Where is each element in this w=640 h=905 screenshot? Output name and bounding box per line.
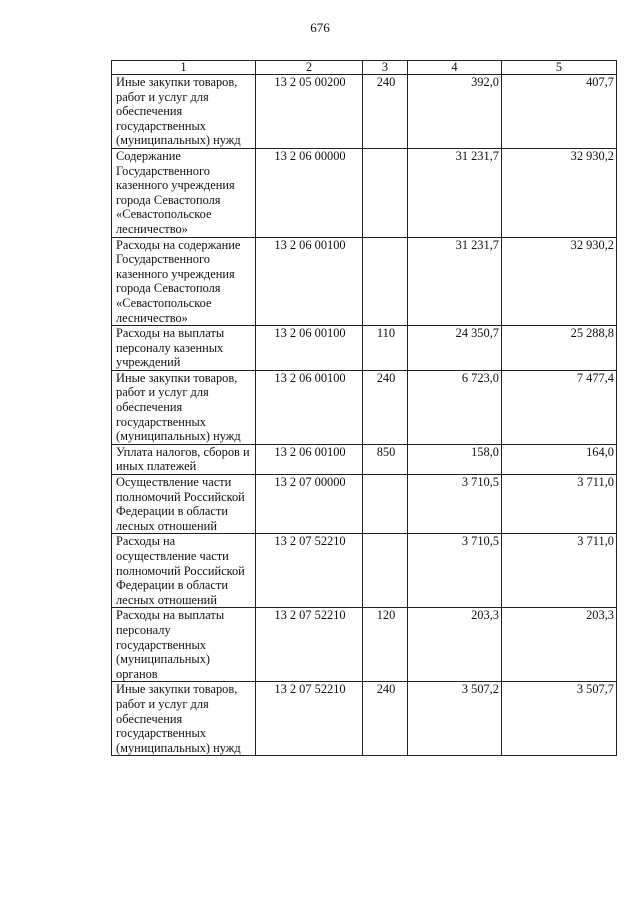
- row-code-cell: 13 2 06 00100: [256, 444, 363, 474]
- row-value-2-cell: 407,7: [502, 75, 617, 149]
- column-header-5: 5: [502, 61, 617, 75]
- row-name-cell: Расходы на осуществление части полномочий Российской Федерации в области лесных отношений: [112, 534, 256, 608]
- table-row: [112, 75, 617, 149]
- row-name-cell: Расходы на содержание Государственного казенного учреждения города Севастополя «Севастопольское лесничество»: [112, 237, 256, 326]
- row-value-2-cell: 203,3: [502, 608, 617, 682]
- row-value-2-cell: 25 288,8: [502, 326, 617, 371]
- table-row: [112, 370, 617, 444]
- page-number: 676: [310, 20, 330, 35]
- row-value-1-cell: 31 231,7: [408, 148, 502, 237]
- row-name-cell: Уплата налогов, сборов и иных платежей: [112, 444, 256, 474]
- row-value-1-cell: 3 507,2: [408, 682, 502, 756]
- row-name-cell: Содержание Государственного казенного учреждения города Севастополя «Севастопольское лесничество»: [112, 148, 256, 237]
- row-value-2-cell: 3 711,0: [502, 475, 617, 534]
- row-name-cell: Иные закупки товаров, работ и услуг для обеспечения государственных (муниципальных) нужд: [112, 682, 256, 756]
- column-header-1: 1: [112, 61, 256, 75]
- row-type-cell: 120: [363, 608, 408, 682]
- row-value-2-cell: 3 507,7: [502, 682, 617, 756]
- row-value-1-cell: 158,0: [408, 444, 502, 474]
- row-code-cell: 13 2 07 52210: [256, 534, 363, 608]
- row-code-cell: 13 2 06 00100: [256, 237, 363, 326]
- row-type-cell: [363, 148, 408, 237]
- table-row: [112, 475, 617, 534]
- row-type-cell: 240: [363, 682, 408, 756]
- row-type-cell: [363, 534, 408, 608]
- row-name-cell: Иные закупки товаров, работ и услуг для обеспечения государственных (муниципальных) нужд: [112, 370, 256, 444]
- row-type-cell: [363, 475, 408, 534]
- row-code-cell: 13 2 05 00200: [256, 75, 363, 149]
- row-code-cell: 13 2 07 00000: [256, 475, 363, 534]
- row-type-cell: [363, 237, 408, 326]
- column-header-4: 4: [408, 61, 502, 75]
- table-row: [112, 534, 617, 608]
- row-value-2-cell: 3 711,0: [502, 534, 617, 608]
- row-code-cell: 13 2 07 52210: [256, 682, 363, 756]
- row-code-cell: 13 2 06 00000: [256, 148, 363, 237]
- row-name-cell: Иные закупки товаров, работ и услуг для обеспечения государственных (муниципальных) нужд: [112, 75, 256, 149]
- row-value-2-cell: 32 930,2: [502, 237, 617, 326]
- table-row: [112, 682, 617, 756]
- row-value-1-cell: 3 710,5: [408, 475, 502, 534]
- table-row: [112, 326, 617, 371]
- row-name-cell: Расходы на выплаты персоналу казенных учреждений: [112, 326, 256, 371]
- row-type-cell: 240: [363, 75, 408, 149]
- row-value-1-cell: 24 350,7: [408, 326, 502, 371]
- row-type-cell: 110: [363, 326, 408, 371]
- row-value-1-cell: 31 231,7: [408, 237, 502, 326]
- column-header-3: 3: [363, 61, 408, 75]
- row-code-cell: 13 2 06 00100: [256, 370, 363, 444]
- column-header-2: 2: [256, 61, 363, 75]
- row-type-cell: 850: [363, 444, 408, 474]
- table-row: [112, 444, 617, 474]
- row-value-1-cell: 6 723,0: [408, 370, 502, 444]
- row-code-cell: 13 2 06 00100: [256, 326, 363, 371]
- row-type-cell: 240: [363, 370, 408, 444]
- table-row: [112, 237, 617, 326]
- row-value-2-cell: 7 477,4: [502, 370, 617, 444]
- row-value-2-cell: 32 930,2: [502, 148, 617, 237]
- header-row: [112, 61, 617, 75]
- row-value-2-cell: 164,0: [502, 444, 617, 474]
- row-code-cell: 13 2 07 52210: [256, 608, 363, 682]
- row-value-1-cell: 3 710,5: [408, 534, 502, 608]
- table-row: [112, 608, 617, 682]
- row-name-cell: Осуществление части полномочий Российской Федерации в области лесных отношений: [112, 475, 256, 534]
- budget-table: [111, 60, 617, 756]
- table-row: [112, 148, 617, 237]
- row-value-1-cell: 203,3: [408, 608, 502, 682]
- row-name-cell: Расходы на выплаты персоналу государственных (муниципальных) органов: [112, 608, 256, 682]
- row-value-1-cell: 392,0: [408, 75, 502, 149]
